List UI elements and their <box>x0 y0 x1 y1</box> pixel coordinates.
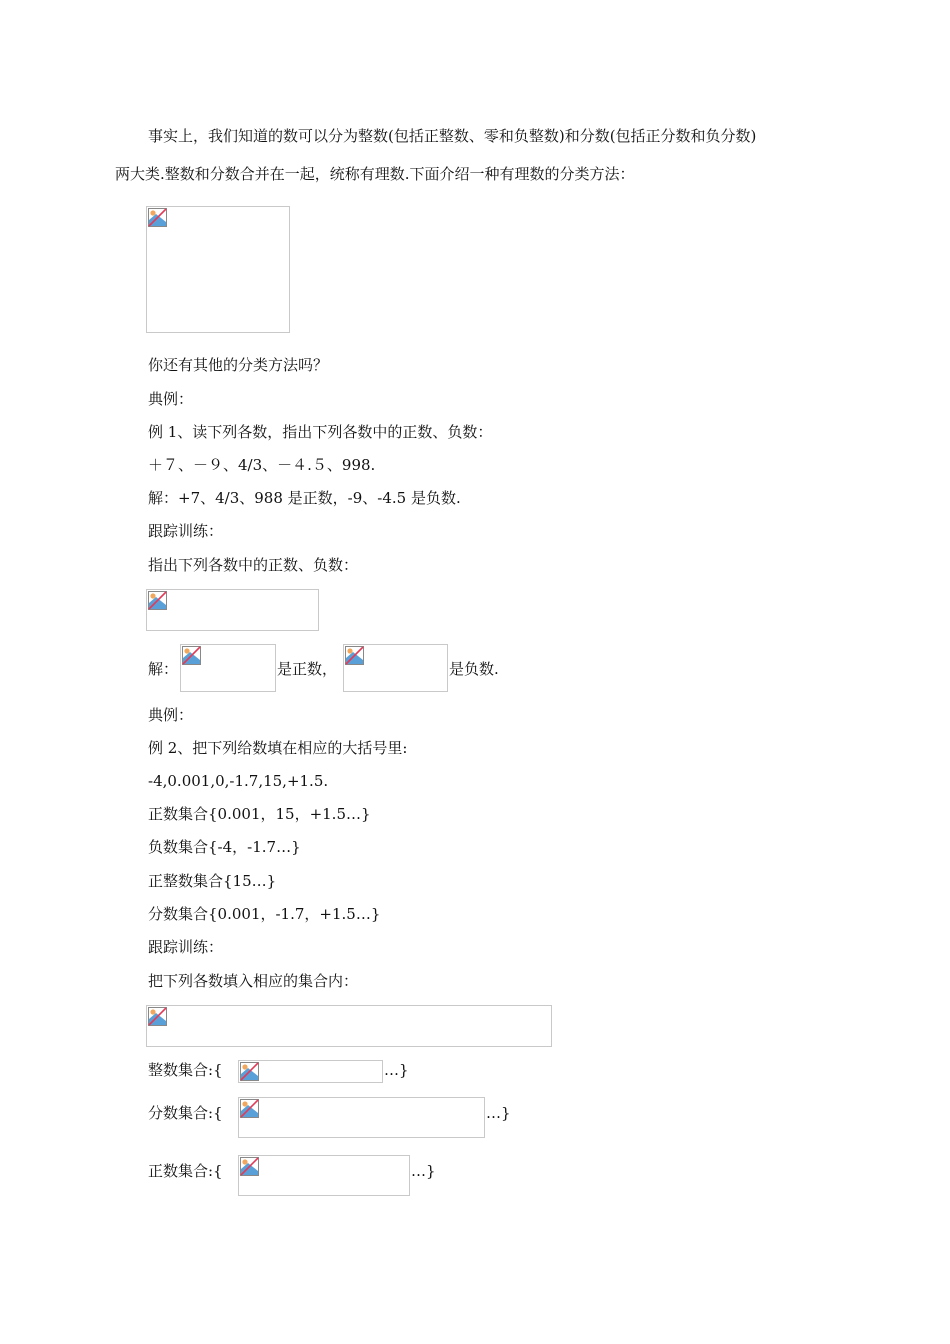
example-title: 例 2、把下列给数填在相应的大括号里: <box>148 739 408 757</box>
set-end: …} <box>411 1162 436 1180</box>
positive-answer-image <box>180 644 276 692</box>
section-heading: 跟踪训练： <box>148 522 224 540</box>
set-line: 正数集合{0.001，15，+1.5…} <box>148 805 371 823</box>
set-line: 分数集合{0.001，-1.7，+1.5…} <box>148 905 381 923</box>
task-text: 指出下列各数中的正数、负数： <box>148 556 359 574</box>
set-end: …} <box>486 1104 511 1122</box>
negative-answer-image <box>343 644 448 692</box>
positive-set-image <box>238 1155 410 1196</box>
broken-image-icon <box>148 208 167 227</box>
integer-set-label: 整数集合:{ <box>148 1061 223 1079</box>
classification-image <box>146 206 290 333</box>
section-heading: 跟踪训练： <box>148 938 224 956</box>
set-line: 负数集合{-4，-1.7…} <box>148 838 301 856</box>
example-solution: 解：+7、4/3、988 是正数，-9、-4.5 是负数. <box>148 489 461 507</box>
broken-image-icon <box>345 646 364 665</box>
broken-image-icon <box>148 591 167 610</box>
paragraph-line: 事实上，我们知道的数可以分为整数(包括正整数、零和负整数)和分数(包括正分数和负分数) <box>148 127 757 145</box>
integer-set-image <box>238 1060 383 1083</box>
numbers-list-image <box>146 1005 552 1047</box>
broken-image-icon <box>148 1007 167 1026</box>
set-end: …} <box>384 1061 409 1079</box>
broken-image-icon <box>240 1157 259 1176</box>
paragraph-line: 两大类.整数和分数合并在一起，统称有理数.下面介绍一种有理数的分类方法： <box>115 165 635 183</box>
section-heading: 典例： <box>148 390 194 408</box>
negative-label: 是负数. <box>449 660 499 678</box>
broken-image-icon <box>240 1099 259 1118</box>
fraction-set-image <box>238 1097 485 1138</box>
broken-image-icon <box>182 646 201 665</box>
task-text: 把下列各数填入相应的集合内： <box>148 972 359 990</box>
set-line: 正整数集合{15…} <box>148 872 277 890</box>
positive-label: 是正数， <box>277 660 338 678</box>
question-text: 你还有其他的分类方法吗？ <box>148 356 329 374</box>
example-title: 例 1、读下列各数，指出下列各数中的正数、负数： <box>148 423 493 441</box>
broken-image-icon <box>240 1062 259 1081</box>
numbers-image <box>146 589 319 631</box>
section-heading: 典例： <box>148 706 194 724</box>
solution-prefix: 解： <box>148 660 179 678</box>
example-numbers: -4,0.001,0,-1.7,15,+1.5. <box>148 772 329 790</box>
positive-set-label: 正数集合:{ <box>148 1162 223 1180</box>
example-numbers: ＋７、－９、4/3、－４.５、998. <box>148 456 376 474</box>
fraction-set-label: 分数集合:{ <box>148 1104 223 1122</box>
